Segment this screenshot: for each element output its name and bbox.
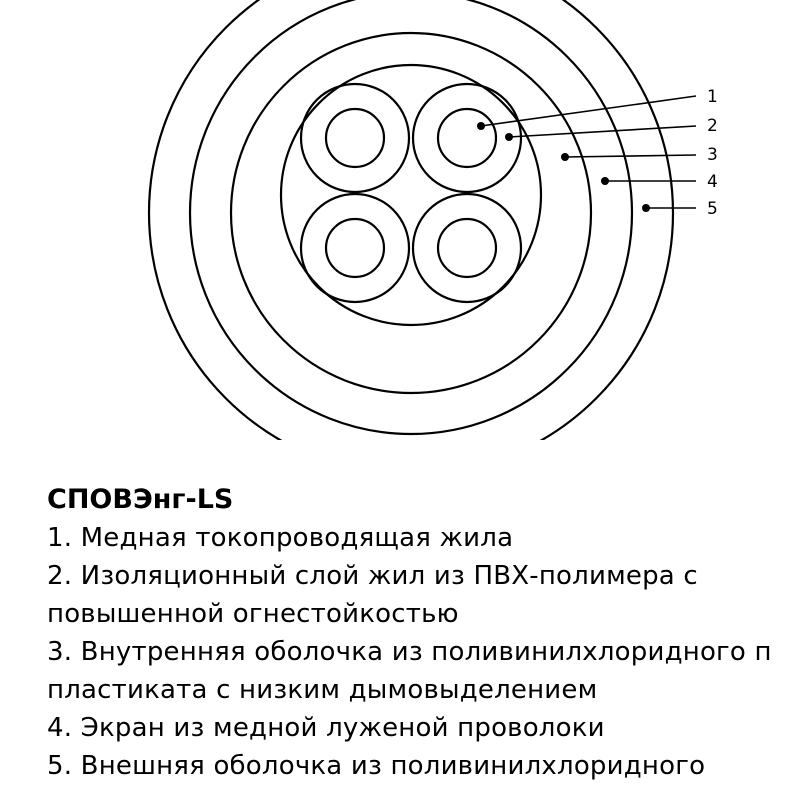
callout-leader	[565, 155, 696, 157]
legend-item-2: 2. Изоляционный слой жил из ПВХ-полимера с	[47, 561, 698, 591]
callout-leader	[509, 126, 696, 137]
legend-item-2-continued: повышенной огнестойкостью	[47, 599, 459, 629]
core-conductor	[326, 109, 384, 167]
callout-number: 1	[707, 87, 718, 107]
core-bundle-ring	[281, 65, 541, 325]
core-insulation	[413, 194, 521, 302]
legend-item-4: 4. Экран из медной луженой проволоки	[47, 713, 605, 743]
legend	[47, 481, 800, 785]
core-insulation	[301, 194, 409, 302]
callout-number: 4	[707, 172, 718, 192]
cable-title: СПОВЭнг-LS	[47, 484, 234, 515]
callout-4	[601, 172, 718, 192]
core-conductor	[326, 219, 384, 277]
core-conductor	[438, 109, 496, 167]
legend-item-3-continued: пластиката с низким дымовыделением	[47, 675, 598, 705]
core-top-left	[301, 84, 409, 192]
core-insulation	[413, 84, 521, 192]
legend-item-3: 3. Внутренняя оболочка из поливинилхлоридного п	[47, 637, 772, 667]
callout-5	[642, 199, 718, 219]
inner-sheath-ring	[231, 33, 591, 393]
core-bottom-left	[301, 194, 409, 302]
core-top-right	[413, 84, 521, 192]
callout-number: 2	[707, 116, 718, 136]
core-insulation	[301, 84, 409, 192]
legend-item-5: 5. Внешняя оболочка из поливинилхлоридного	[47, 751, 706, 781]
legend-item-1: 1. Медная токопроводящая жила	[47, 523, 514, 553]
core-bottom-right	[413, 194, 521, 302]
core-conductor	[438, 219, 496, 277]
callout-number: 5	[707, 199, 718, 219]
callout-number: 3	[707, 145, 718, 165]
